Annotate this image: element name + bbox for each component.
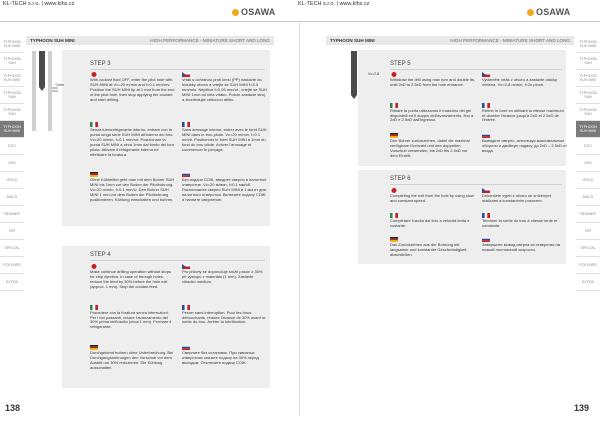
- side-tab-10[interactable]: REAMER: [576, 206, 600, 223]
- logo-dot-icon: [232, 9, 239, 16]
- side-tab-6[interactable]: EXO: [576, 138, 600, 155]
- side-tab-7[interactable]: HSS: [576, 155, 600, 172]
- instruction-text: Завершите вывод сверла из отверстия на низкой постоянной скорости.: [482, 242, 560, 253]
- product-name: TYPHOON SUH MINI: [30, 38, 75, 43]
- side-tab-13[interactable]: POLYMER: [0, 257, 24, 274]
- instruction-de: [90, 172, 176, 203]
- step3-divider: [90, 69, 265, 70]
- header-divider: [0, 21, 600, 22]
- header-left-text: KL-TECH s.r.o. | www.klhs.cz: [3, 1, 75, 7]
- instruction-en: [390, 188, 476, 204]
- side-tab-12[interactable]: SPECIAL: [0, 240, 24, 257]
- instruction-de: [90, 345, 176, 371]
- french-flag-icon: [182, 305, 268, 310]
- step6-title: STEP 6: [390, 176, 411, 182]
- instruction-text: Senza lubrorefrigerante interno, entrare con la punta lunga serie SUH MINI all'interno del foro. Vc=20 m/min, f=0.1 mm/rot. Posizionare la punta SUH MINI a circa 1mm dal fondo del foro pilota. Attivare il refrigerante interno ed effettuare la foratura.: [90, 127, 175, 157]
- product-name: TYPHOON SUH MINI: [330, 38, 375, 43]
- instruction-text: Procedere con la foratura senza interruzioni. Per i fori passanti, ridurre l'avanzamento del 30% prima dell'uscita (circa 1 mm). Fermare il refrigerante.: [90, 309, 172, 330]
- instruction-text: Percer sans interruption. Pour les trous débouchants, réduire l'avance de 30% avant la sortie du trou. Arrêter la lubrification.: [182, 309, 266, 325]
- instruction-it: [390, 213, 476, 229]
- instruction-text: Durchgehend bohren ohne Unterbrechung. Bei Durchgangsbohrungen den Vorschub vor dem Austritt um 30% reduzieren. Die Kühlung ausschalten.: [90, 350, 174, 371]
- side-tab-9[interactable]: MULTI: [0, 189, 24, 206]
- instruction-text: Ohne Kühlmittel geht man mit dem Bohrer SUH MINI bis 1mm vor den Boden der Pilotbohrung. Vc=20 m/min, f=0.1 mm/U. Den Bohrer SUH MINI 1 mm vor dem Boden der Pilotbohrung positionieren. Kühlung einschalten und bohren.: [90, 177, 175, 202]
- instruction-ru: [482, 237, 568, 253]
- instruction-text: Сверлите без остановок. При сквозных отверстиях снизьте подачу на 30% перед выходом. Отключите подачу СОЖ.: [182, 350, 259, 366]
- instruction-text: Без подачи СОЖ, введите сверло в пилотное отверстие. Vc=20 м/мин, f=0.1 мм/об. Расположите сверло SUH MINI в 1 мм от дна пилотного отверстия. Включите подачу СОЖ и начните сверление.: [182, 177, 267, 202]
- side-tab-7[interactable]: HSS: [0, 155, 24, 172]
- italian-flag-icon: [390, 103, 476, 108]
- logo-left: [232, 7, 276, 17]
- product-subtitle: HIGH PERFORMANCE - MINIATURE SHORT AND LONG: [150, 38, 270, 43]
- side-tab-11[interactable]: TAP: [0, 223, 24, 240]
- side-tab-2[interactable]: TYPHOON SUH MINI: [0, 70, 24, 87]
- side-tab-3[interactable]: TYPHOON SUH: [576, 87, 600, 104]
- instruction-fr: [182, 305, 268, 326]
- step5-content: [390, 72, 568, 164]
- page-number-right: 139: [574, 403, 590, 413]
- side-tab-11[interactable]: TAP: [576, 223, 600, 240]
- instruction-de: [390, 133, 476, 159]
- side-tab-4[interactable]: TYPHOON SUH: [0, 104, 24, 121]
- instruction-it: [90, 122, 176, 157]
- side-tab-5[interactable]: TYPHOON SUH MINI: [0, 121, 24, 138]
- instruction-fr: [482, 213, 568, 229]
- side-tab-8[interactable]: HSS-E: [576, 172, 600, 189]
- instruction-it: [90, 305, 176, 331]
- instruction-text: Pro průvrty se doporučuje snížit posuv o 30% při výstupu z materiálu (1 mm). Zastavte chladicí médium.: [182, 269, 263, 284]
- instruction-text: Withdraw the drill using max rpm and double its, until 2xD to 2.5xD from the hole entrance.: [390, 77, 476, 87]
- side-tab-13[interactable]: POLYMER: [576, 257, 600, 274]
- instruction-cz: [182, 264, 268, 285]
- instruction-text: Ritirare la punta utilizzando il massimo dei giri disponibili ed il doppio dell'avanzamento, fino a 2xD e 2.5xD dall'ingresso.: [390, 107, 474, 123]
- step5-dim-label: Vc=2-8: [368, 72, 380, 76]
- step5-divider: [390, 69, 562, 70]
- side-tabs-right: [576, 36, 600, 291]
- french-flag-icon: [482, 103, 568, 108]
- logo-text: OSAWA: [241, 7, 276, 17]
- instruction-cz: [182, 72, 268, 103]
- instruction-text: With coolant fluid OFF, enter the pilot hole with SUH MINI at Vc=20 m/min and f=0.1 mm/rev. Position the SUH MINI tip at 1 mm from the end of the pilot hole, then stop applying the coolant and start drilling.: [90, 77, 175, 102]
- side-tab-14[interactable]: EXTRA: [576, 274, 600, 291]
- step3-drill-illustration: [31, 51, 59, 131]
- page-number-left: 138: [5, 403, 21, 413]
- step5-title: STEP 5: [390, 61, 411, 67]
- instruction-text: Retirer le foret en utilisant la vitesse maximum et doubler l'avance jusqu'à 2xD et 2.5xD de l'entrée.: [482, 107, 564, 123]
- step6-content: [390, 188, 568, 262]
- side-tab-14[interactable]: EXTRA: [0, 274, 24, 291]
- side-tab-1[interactable]: TYPHOON SUH: [0, 53, 24, 70]
- instruction-text: Выведите сверло, используя максимальные обороты и двойную подачу, до 2xD – 2.5xD от входа.: [482, 138, 567, 154]
- step3-dim-label: ~1mm: [54, 83, 64, 87]
- side-tab-8[interactable]: HSS-E: [0, 172, 24, 189]
- step3-content: [90, 72, 268, 222]
- instruction-text: Make continue drilling operation without stops for chip ejection. In case of through holes, reduce the feed by 30% before the hole exit (approx. 1 mm). Stop the coolant feed.: [90, 269, 171, 289]
- instruction-ru: [482, 133, 568, 154]
- instruction-en: [90, 264, 176, 290]
- side-tab-5[interactable]: TYPHOON SUH MINI: [576, 121, 600, 138]
- title-bar-left: [26, 36, 274, 45]
- step6-divider: [390, 184, 562, 185]
- instruction-text: Den Bohrer zurückziehen, dabei die maximal verfügbare Drehzahl und den doppelten Vorschub verwenden, bis 2xD bis 2.5xD vor dem Eintritt.: [390, 138, 470, 159]
- instruction-cz: [482, 188, 568, 204]
- instruction-en: [390, 72, 476, 88]
- page-gutter: [299, 21, 300, 416]
- instruction-text: Das Zurückziehen aus der Bohrung mit langsamer und konstanter Geschwindigkeit abschließen.: [390, 242, 467, 258]
- logo-right: [527, 7, 571, 17]
- side-tab-9[interactable]: MULTI: [576, 189, 600, 206]
- side-tab-6[interactable]: EXO: [0, 138, 24, 155]
- instruction-ru: [182, 345, 268, 366]
- side-tab-0[interactable]: TYPHOON SUH MINI: [0, 36, 24, 53]
- side-tab-10[interactable]: REAMER: [0, 206, 24, 223]
- side-tab-2[interactable]: TYPHOON SUH MINI: [576, 70, 600, 87]
- instruction-fr: [182, 122, 268, 153]
- step5-drill-illustration: [347, 51, 361, 131]
- instruction-cz: [482, 72, 568, 88]
- logo-dot-icon: [527, 9, 534, 16]
- side-tabs-left: [0, 36, 24, 291]
- instruction-de: [390, 237, 476, 258]
- instruction-ru: [182, 172, 268, 203]
- side-tab-3[interactable]: TYPHOON SUH: [0, 87, 24, 104]
- step3-title: STEP 3: [90, 61, 111, 67]
- step4-divider: [90, 260, 265, 261]
- instruction-text: Vytáhněte vrták z otvoru a zastavte otáčky vřetena. Vc=2-8 m/min, f=2x ploch.: [482, 77, 557, 87]
- side-tab-0[interactable]: TYPHOON SUH MINI: [576, 36, 600, 53]
- product-subtitle: HIGH PERFORMANCE - MINIATURE SHORT AND LONG: [450, 38, 570, 43]
- french-flag-icon: [482, 213, 568, 218]
- step4-content: [90, 264, 268, 386]
- instruction-en: [90, 72, 176, 103]
- header-right-text: KL-TECH s.r.o. | www.klhs.cz: [298, 1, 370, 7]
- instruction-text: Completare l'uscita dal foro a velocità lenta e costante.: [390, 217, 470, 228]
- italian-flag-icon: [90, 305, 176, 310]
- step4-title: STEP 4: [90, 252, 111, 258]
- instruction-text: Dokončete vyjetí z otvoru se sníženými otáčkami a konstantním posuvem.: [482, 193, 552, 203]
- logo-text: OSAWA: [536, 7, 571, 17]
- side-tab-12[interactable]: SPECIAL: [576, 240, 600, 257]
- instruction-text: Vrták s ochranou proti lomu (PP) nastavte do hloubky otvoru a vrtejte se SUH MINI f=3-5 mm/min. Nejdříve f=0.05 mm/ot., vrtejte se SUH MINI 1mm od čela vrtáku. Potom zastavte stroj a zkontrolujte celkovou délku.: [182, 77, 268, 102]
- side-tab-1[interactable]: TYPHOON SUH: [576, 53, 600, 70]
- italian-flag-icon: [390, 213, 476, 218]
- title-bar-right: [326, 36, 574, 45]
- instruction-text: Sans arrosage interne, entrer avec le foret SUH MINI dans le trou pilote. Vc=20 m/min, f=0.1 mm/tr. Positionner le foret SUH MINI à 1mm du fond du trou pilote. Activer l'arrosage et commencer le perçage.: [182, 127, 267, 152]
- instruction-it: [390, 103, 476, 124]
- instruction-fr: [482, 103, 568, 124]
- instruction-text: Completing the exit from the hole by using slow and constant speed.: [390, 193, 474, 203]
- instruction-text: Terminer la sortie du trou à vitesse lente et constante.: [482, 217, 558, 228]
- side-tab-4[interactable]: TYPHOON SUH: [576, 104, 600, 121]
